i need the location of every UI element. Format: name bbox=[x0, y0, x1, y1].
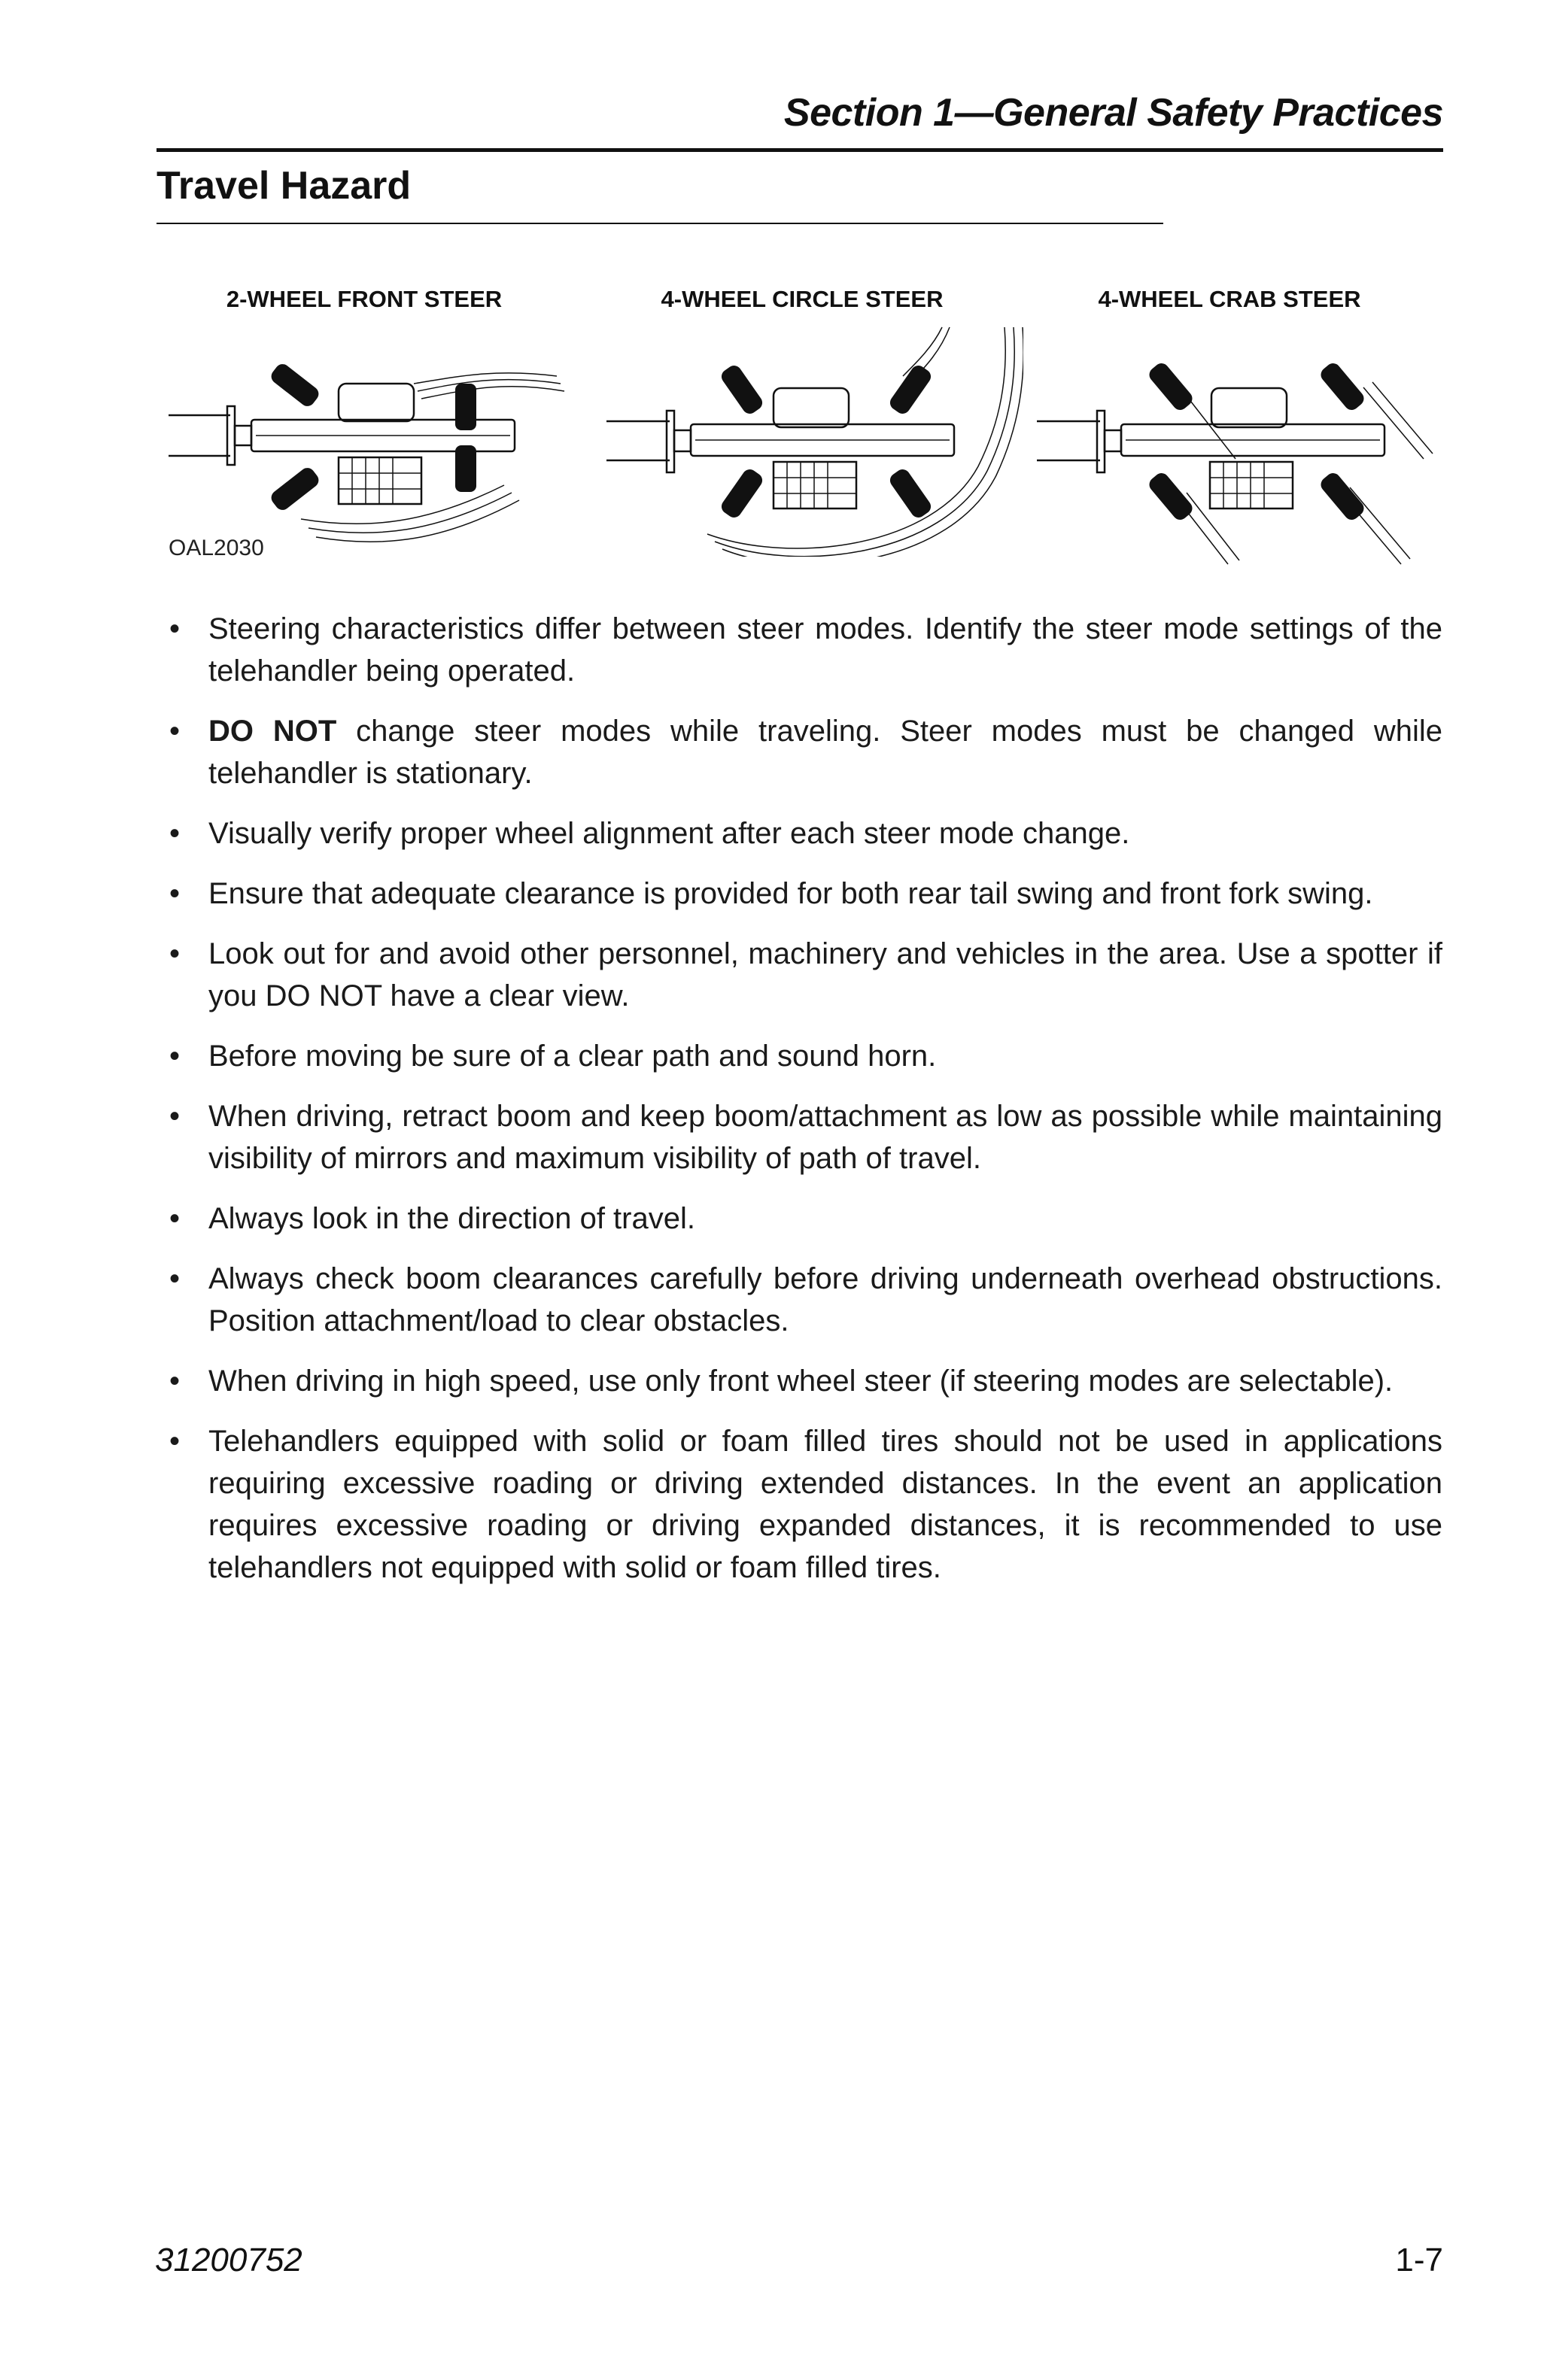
circle-steer-diagram bbox=[602, 323, 1023, 557]
crab-steer-diagram bbox=[1032, 346, 1439, 572]
section-title: Section 1—General Safety Practices bbox=[783, 91, 1443, 135]
list-item: • When driving, retract boom and keep boom/attachment as low as possible while maintaining visibility of mirrors and maximum visibility of path of travel. bbox=[169, 1100, 1442, 1175]
figure-code: OAL2030 bbox=[169, 536, 264, 560]
list-item: • Visually verify proper wheel alignment after each steer mode change. bbox=[169, 817, 1130, 850]
figure-label-circle-steer: 4-WHEEL CIRCLE STEER bbox=[661, 286, 944, 312]
list-item: • Always look in the direction of travel. bbox=[169, 1202, 695, 1235]
page-number: 1-7 bbox=[1395, 2242, 1443, 2278]
list-item: • When driving in high speed, use only front wheel steer (if steering modes are selectable). bbox=[169, 1365, 1394, 1398]
page-heading: Travel Hazard bbox=[157, 164, 412, 208]
list-item: • Always check boom clearances carefully before driving underneath overhead obstructions. Position attachment/load to clear obstacles. bbox=[169, 1262, 1442, 1337]
list-item: • Telehandlers equipped with solid or foam filled tires should not be used in applications requiring excessive roading or driving extended distances. In the event an application requires excessive roading or driving expanded distances, it is recommended to use telehandlers not equipped with solid or foam filled tires. bbox=[169, 1425, 1442, 1584]
front-steer-diagram bbox=[158, 331, 579, 549]
figure-label-crab-steer: 4-WHEEL CRAB STEER bbox=[1098, 286, 1361, 312]
document-number: 31200752 bbox=[155, 2242, 302, 2278]
header-rule bbox=[157, 148, 1443, 152]
list-item: • DO NOT change steer modes while traveling. Steer modes must be changed while telehandler is stationary. bbox=[169, 715, 1443, 790]
list-item: • Before moving be sure of a clear path and sound horn. bbox=[169, 1040, 937, 1073]
list-item: • Look out for and avoid other personnel, machinery and vehicles in the area. Use a spotter if you DO NOT have a clear view. bbox=[169, 937, 1442, 1012]
list-item: • Steering characteristics differ between steer modes. Identify the steer mode settings of the telehandler being operated. bbox=[169, 612, 1442, 688]
figure-label-front-steer: 2-WHEEL FRONT STEER bbox=[226, 286, 503, 312]
safety-bullet-list bbox=[169, 608, 1442, 1607]
list-item: • Ensure that adequate clearance is provided for both rear tail swing and front fork swing. bbox=[169, 877, 1373, 910]
heading-rule bbox=[157, 223, 1163, 224]
